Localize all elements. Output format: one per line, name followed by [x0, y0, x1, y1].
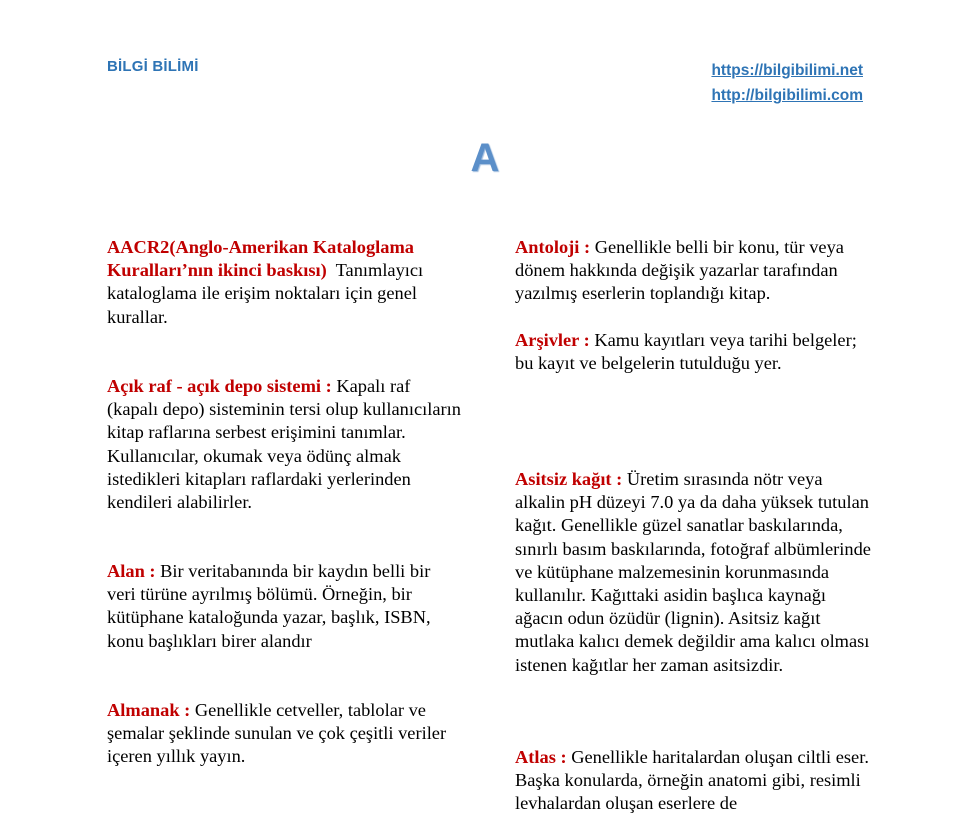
- entry-definition: Genellikle belli bir konu, tür veya dönem hakkında değişik yazarlar tarafından yazılmış eserlerin toplandığı kitap.: [515, 237, 844, 304]
- entry-definition: Bir veritabanında bir kaydın belli bir veri türüne ayrılmış bölümü. Örneğin, bir kütüphane kataloğunda yazar, başlık, ISBN, konu başlıkları birer alandır: [107, 561, 431, 651]
- entry-term: Atlas :: [515, 747, 567, 767]
- entry-almanak: [107, 699, 462, 769]
- entry-term: Arşivler :: [515, 330, 590, 350]
- entry-term: Almanak :: [107, 700, 191, 720]
- link-bilgibilimi-com[interactable]: http://bilgibilimi.com: [711, 87, 863, 104]
- entry-term: Antoloji :: [515, 237, 591, 257]
- entry-term: Asitsiz kağıt :: [515, 469, 623, 489]
- entry-definition: Genellikle cetveller, tablolar ve şemalar şeklinde sunulan ve çok çeşitli veriler içeren yıllık yayın.: [107, 700, 447, 767]
- entry-asitsiz-kagit: [515, 468, 875, 677]
- section-letter: A: [470, 136, 500, 180]
- entry-arsivler: [515, 329, 875, 375]
- entry-definition: Genellikle haritalardan oluşan ciltli eser. Başka konularda, örneğin anatomi gibi, resimli levhalardan oluşan eserlere de: [515, 747, 869, 814]
- site-name: BİLGİ BİLİMİ: [107, 58, 199, 75]
- entry-definition: Kapalı raf (kapalı depo) sisteminin tersi olup kullanıcıların kitap raflarına serbest erişimini tanımlar. Kullanıcılar, okumak veya ödünç almak istedikleri kitapları raflardaki yerlerinden kendileri alabilirler.: [107, 376, 461, 513]
- header-links: [711, 58, 863, 108]
- entry-definition: Üretim sırasında nötr veya alkalin pH düzeyi 7.0 ya da daha yüksek tutulan kağıt. Genellikle güzel sanatlar baskılarında, sınırlı basım baskılarında, fotoğraf albümlerinde ve kütüphane malzemesinin korunmasında kullanılır. Kağıttaki asidin başlıca kaynağı ağacın odun özüdür (lignin). Asitsiz kağıt mutlaka kalıcı demek değildir ama kalıcı olması istenen kağıtlar her zaman asitsizdir.: [515, 469, 871, 675]
- entry-atlas: [515, 746, 875, 816]
- entry-alan: [107, 560, 462, 653]
- entry-aacr2: [107, 236, 462, 329]
- entry-term: AACR2(Anglo-Amerikan Kataloglama Kuralları’nın ikinci baskısı): [107, 237, 415, 281]
- entry-acik-raf: [107, 375, 462, 514]
- link-bilgibilimi-net[interactable]: https://bilgibilimi.net: [711, 62, 863, 79]
- entry-term: Alan :: [107, 561, 156, 581]
- entry-antoloji: [515, 236, 875, 306]
- entry-definition: Tanımlayıcı kataloglama ile erişim noktaları için genel kurallar.: [107, 260, 424, 327]
- entry-term: Açık raf - açık depo sistemi :: [107, 376, 332, 396]
- entry-definition: Kamu kayıtları veya tarihi belgeler; bu kayıt ve belgelerin tutulduğu yer.: [515, 330, 857, 374]
